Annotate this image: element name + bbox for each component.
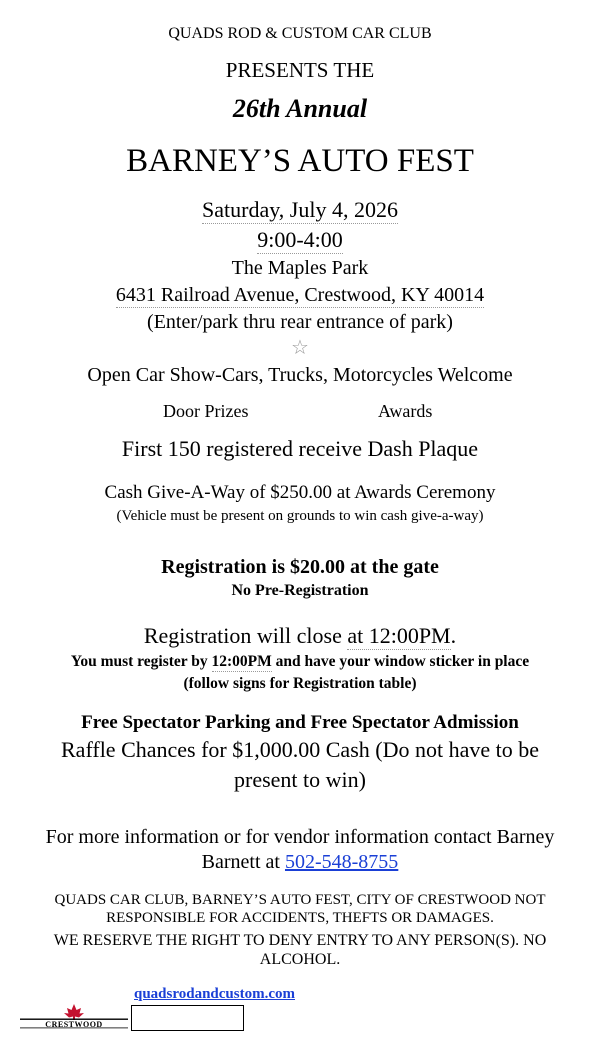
blank-placeholder-box xyxy=(131,1005,244,1031)
cash-giveaway-note: (Vehicle must be present on grounds to win cash give-a-way) xyxy=(116,508,484,524)
must-register-line xyxy=(0,654,600,670)
raffle-line-1: Raffle Chances for $1,000.00 Cash (Do not have to be xyxy=(61,737,539,762)
disclaimer-line-2: RESPONSIBLE FOR ACCIDENTS, THEFTS OR DAMAGES. xyxy=(106,910,494,926)
maple-leaf-icon xyxy=(18,1002,130,1032)
club-name: QUADS ROD & CUSTOM CAR CLUB xyxy=(168,25,432,42)
logo-text: CRESTWOOD xyxy=(45,1020,103,1029)
disclaimer-line-3: WE RESERVE THE RIGHT TO DENY ENTRY TO ANY PERSON(S). NO xyxy=(53,932,547,949)
event-time-line xyxy=(0,229,600,251)
phone-link[interactable]: 502-548-8755 xyxy=(284,851,399,873)
must-register-prefix: You must register by xyxy=(70,653,212,670)
registration-fee: Registration is $20.00 at the gate xyxy=(161,556,439,578)
venue-address: 6431 Railroad Avenue, Crestwood, KY 40014 xyxy=(115,284,485,306)
dash-plaque-line: First 150 registered receive Dash Plaque xyxy=(121,436,479,461)
disclaimer-line-1: QUADS CAR CLUB, BARNEY’S AUTO FEST, CITY OF CRESTWOOD NOT xyxy=(54,892,546,908)
venue-address-line xyxy=(0,285,600,305)
no-preregistration: No Pre-Registration xyxy=(231,582,369,599)
registration-close-prefix: Registration will close xyxy=(143,623,348,648)
must-register-suffix: and have your window sticker in place xyxy=(271,653,530,670)
free-spectator-line: Free Spectator Parking and Free Spectator Admission xyxy=(81,712,519,733)
follow-signs-note: (follow signs for Registration table) xyxy=(183,675,417,692)
cash-giveaway-line: Cash Give-A-Way of $250.00 at Awards Ceremony xyxy=(104,482,496,503)
presents-line: PRESENTS THE xyxy=(225,58,375,82)
raffle-line-2: present to win) xyxy=(234,767,366,792)
registration-close-suffix: . xyxy=(450,623,457,648)
disclaimer-line-4: ALCOHOL. xyxy=(259,951,341,968)
open-show-line: Open Car Show-Cars, Trucks, Motorcycles Welcome xyxy=(87,364,513,386)
event-title: BARNEY’S AUTO FEST xyxy=(126,143,474,179)
door-prizes-label: Door Prizes xyxy=(163,401,249,421)
contact-line-1: For more information or for vendor information contact Barney xyxy=(45,826,555,848)
event-time: 9:00-4:00 xyxy=(257,227,343,252)
contact-line-2 xyxy=(0,852,600,872)
event-date: Saturday, July 4, 2026 xyxy=(202,197,398,222)
registration-close-time: at 12:00PM xyxy=(347,623,451,648)
website-link[interactable]: quadsrodandcustom.com xyxy=(134,986,296,1002)
registration-close-line xyxy=(0,625,600,647)
must-register-time: 12:00PM xyxy=(211,653,272,670)
contact-prefix: Barnett at xyxy=(201,851,285,873)
star-icon: ☆ xyxy=(291,335,309,359)
entrance-note: (Enter/park thru rear entrance of park) xyxy=(147,311,453,333)
awards-label: Awards xyxy=(378,401,433,421)
annual-heading: 26th Annual xyxy=(232,94,368,123)
crestwood-logo xyxy=(18,1002,130,1032)
venue-name: The Maples Park xyxy=(231,257,369,279)
event-date-line xyxy=(0,199,600,221)
